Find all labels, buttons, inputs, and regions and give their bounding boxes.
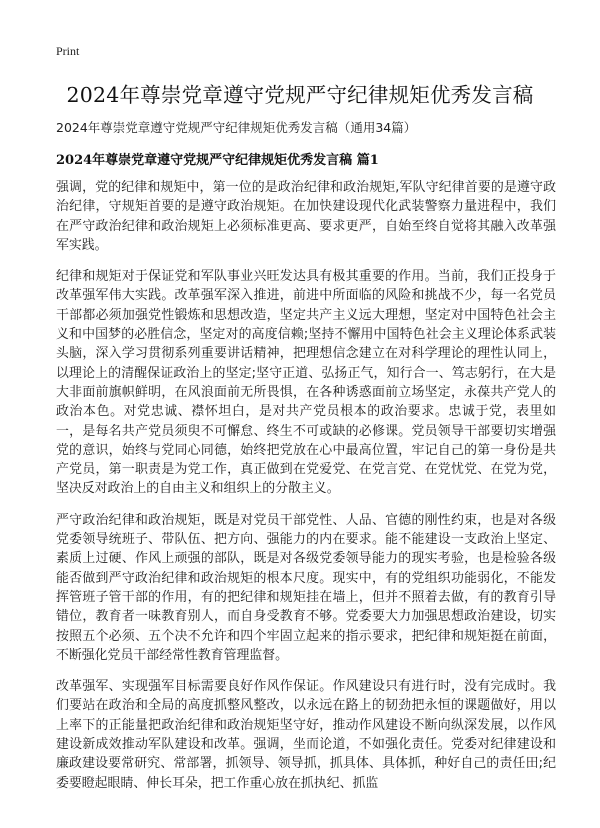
page-title: 2024年尊崇党章遵守党规严守纪律规矩优秀发言稿 — [66, 83, 534, 107]
paragraph: 强调，党的纪律和规矩中，第一位的是政治纪律和政治规矩,军队守纪律首要的是遵守政治纪律，守规矩首要的是遵守政治规矩。在加快建设现代化武装警察力量进程中，我们在严守政治纪律和政治规矩上必须标准更高、要求更严，自始至终自觉将其融入改革强军实践。 — [56, 180, 556, 253]
paragraph: 纪律和规矩对于保证党和军队事业兴旺发达具有极其重要的作用。当前，我们正投身于改革强军伟大实践。改革强军深入推进，前进中所面临的风险和挑战不少，每一名党员干部都必须加强党性锻炼和思想改造，坚定共产主义远大理想，坚定对中国特色社会主义和中国梦的必胜信念，坚定对的高度信赖;坚持不懈用中国特色社会主义理论体系武装头脑，深入学习贯彻系列重要讲话精神，把理想信念建立在对科学理论的理性认同上，以理论上的清醒保证政治上的坚定;坚守正道、弘扬正气，知行合一、笃志躬行，在大是大非面前旗帜鲜明，在风浪面前无所畏惧，在各种诱惑面前立场坚定，永葆共产党人的政治本色。对党忠诚、襟怀坦白，是对共产党员根本的政治要求。忠诚于党，表里如一，是每名共产党员须臾不可懈怠、终生不可或缺的必修课。党员领导干部要切实增强党的意识，始终与党同心同德，始终把党放在心中最高位置，牢记自己的第一身份是共产党员，第一职责是为党工作，真正做到在党爱党、在党言党、在党忧党、在党为党，坚决反对政治上的自由主义和组织上的分散主义。 — [56, 269, 556, 497]
paragraph: 严守政治纪律和政治规矩，既是对党员干部党性、人品、官德的刚性约束，也是对各级党委领导统班子、带队伍、把方向、强能力的内在要求。能不能建设一支政治上坚定、素质上过硬、作风上顽强的部队，既是对各级党委领导能力的现实考验，也是检验各级能否做到严守政治纪律和政治规矩的根本尺度。现实中，有的党组织功能弱化，不能发挥管班子管干部的作用，有的把纪律和规矩挂在墙上，但并不照着去做，有的教育引导错位，教育者一味教育别人，而自身受教育不够。党委要大力加强思想政治建设，切实按照五个必须、五个决不允许和四个牢固立起来的指示要求，把纪律和规矩挺在前面，不断强化党员干部经常性教育管理监督。 — [56, 512, 556, 663]
paragraph: 改革强军、实现强军目标需要良好作风作保证。作风建设只有进行时，没有完成时。我们要站在政治和全局的高度抓整风整改，以永远在路上的韧劲把永恒的课题做好，用以上率下的正能量把政治纪律和政治规矩坚守好，推动作风建设不断向纵深发展，以作风建设新成效推动军队建设和改革。强调，坐而论道，不如强化责任。党委对纪律建设和廉政建设要常研究、常部署，抓领导、领导抓，抓具体、具体抓，种好自己的责任田;纪委要瞪起眼睛、伸长耳朵，把工作重心放在抓执纪、抓监 — [56, 679, 556, 791]
section-heading: 2024年尊崇党章遵守党规严守纪律规矩优秀发言稿 篇1 — [56, 153, 379, 168]
article-body — [56, 178, 556, 805]
print-link[interactable]: Print — [56, 44, 80, 58]
document-subtitle: 2024年尊崇党章遵守党规严守纪律规矩优秀发言稿（通用34篇） — [56, 120, 417, 135]
